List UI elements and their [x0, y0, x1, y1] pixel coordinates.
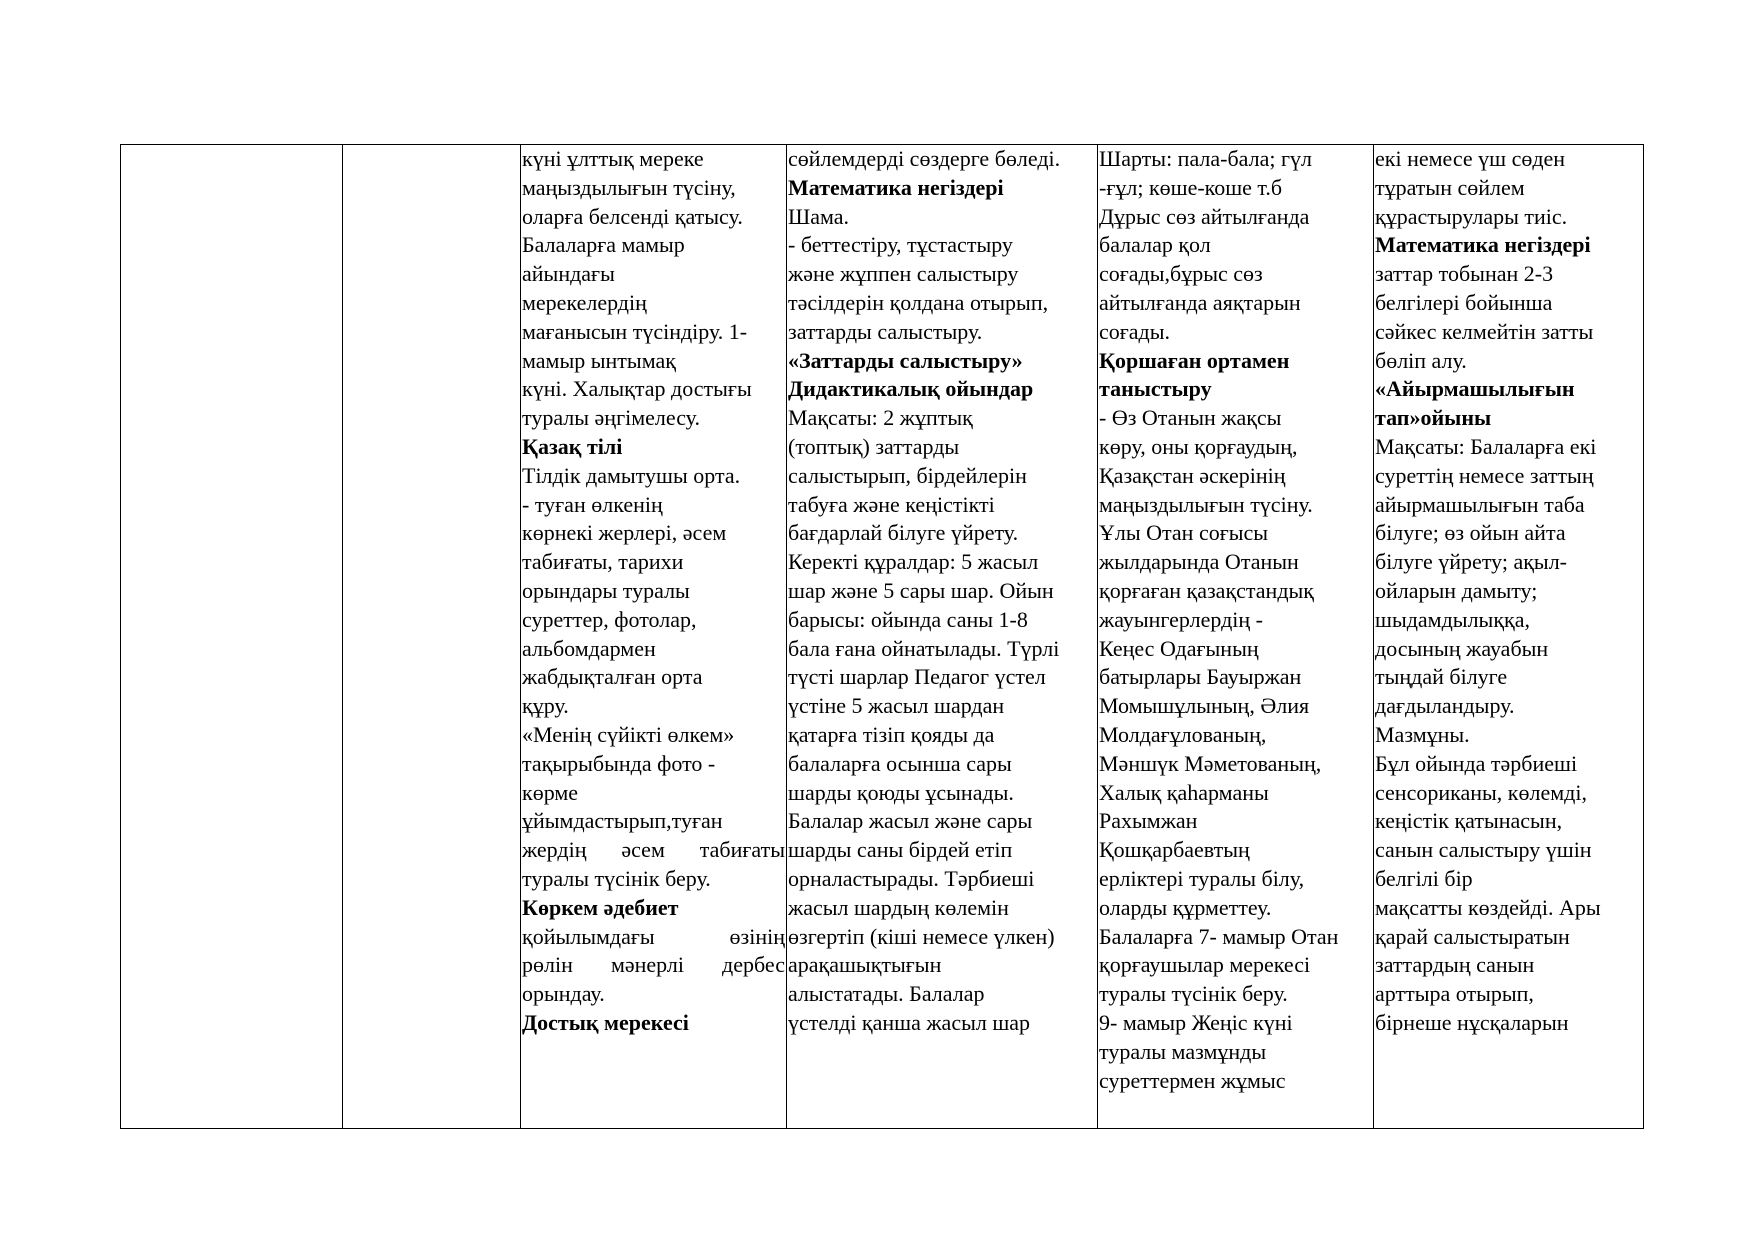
cell-text-line: Мәншүк Мәметованың,	[1099, 750, 1322, 776]
cell-text-line: қорғаушылар мерекесі	[1099, 952, 1311, 978]
cell-text-line: заттарды салыстыру.	[788, 318, 983, 344]
cell-text-line: үстіне 5 жасыл шардан	[788, 693, 1005, 719]
cell-heading-line: Математика негіздері	[1375, 232, 1591, 258]
cell-word: мәнерлі	[610, 952, 684, 978]
cell-text-line: жылдарында Отанын	[1099, 549, 1299, 575]
cell-text-line: Тілдік дамытушы орта.	[522, 462, 741, 488]
cell-text-line: жасыл шардың көлемін	[788, 894, 1009, 920]
cell-word: әсем	[621, 837, 665, 863]
cell-text-line: бөліп алу.	[1375, 347, 1467, 373]
cell-text-line: білуге; өз ойын айта	[1375, 520, 1566, 546]
cell-text-line: - беттестіру, тұстастыру	[788, 232, 1013, 258]
cell-text-line: ерліктері туралы білу,	[1099, 865, 1305, 891]
cell-text-line: алыстатады. Балалар	[788, 981, 985, 1007]
cell-text-line: табиғаты, тарихи	[522, 549, 684, 575]
cell-heading-line: Қазақ тілі	[522, 433, 623, 459]
cell-text-line: білуге үйрету; ақыл-	[1375, 549, 1568, 575]
cell-text-line: суреттермен жұмыс	[1099, 1067, 1286, 1093]
cell-text-line: орналастырады. Тәрбиеші	[788, 865, 1035, 891]
cell-text-line: шарды саны бірдей етіп	[788, 837, 1013, 863]
cell-text-line: Қошқарбаевтың	[1099, 837, 1250, 863]
cell-text-line: санын салыстыру үшін	[1375, 837, 1592, 863]
table-row	[121, 145, 1644, 1129]
cell-text-line: шарды қоюды ұсынады.	[788, 779, 1014, 805]
cell-text-line: құрастырулары тиіс.	[1375, 203, 1568, 229]
cell-text-line: Қазақстан әскерінің	[1099, 462, 1286, 488]
cell-text-line: бала ғана ойнатылады. Түрлі	[788, 635, 1060, 661]
cell-text-line: туралы түсінік беру.	[522, 865, 711, 891]
cell-heading-line: Көркем әдебиет	[522, 894, 679, 920]
cell-text-line: Халық қаһарманы	[1099, 779, 1269, 805]
cell-text-line: көрме	[522, 779, 579, 805]
cell-text-line: түсті шарлар Педагог үстел	[788, 664, 1046, 690]
cell-text-line: мақсатты көздейді. Ары	[1375, 894, 1601, 920]
table-cell-col-5	[1098, 145, 1374, 1129]
cell-text-line: заттардың санын	[1375, 952, 1535, 978]
table-cell-col-3	[521, 145, 787, 1129]
cell-text-line: айындағы	[522, 261, 615, 287]
lesson-plan-table	[120, 144, 1644, 1129]
cell-text-line: қорғаған қазақстандық	[1099, 577, 1314, 603]
cell-text-line: Шама.	[788, 203, 849, 229]
cell-text-line: айырмашылығын таба	[1375, 491, 1585, 517]
cell-text-line: кеңістік қатынасын,	[1375, 808, 1563, 834]
cell-text-line: жауынгерлердің -	[1099, 606, 1263, 632]
cell-text-line: үстелді қанша жасыл шар	[788, 1009, 1031, 1035]
cell-text-line: -ғұл; көше-коше т.б	[1099, 174, 1283, 200]
cell-text-line: Мақсаты: 2 жұптық	[788, 405, 973, 431]
cell-text-line: батырлары Бауыржан	[1099, 664, 1302, 690]
cell-text-line: оларды құрметтеу.	[1099, 894, 1272, 920]
cell-text-line: соғады,бұрыс сөз	[1099, 261, 1263, 287]
cell-heading-line: Дидактикалық ойындар	[788, 376, 1034, 402]
cell-text-line: мағанысын түсіндіру. 1-	[522, 318, 748, 344]
cell-text-line: альбомдармен	[522, 635, 656, 661]
cell-text-line: бірнеше нұсқаларын	[1375, 1009, 1569, 1035]
cell-text-line: (топтық) заттарды	[788, 433, 960, 459]
cell-text-line: Балаларға мамыр	[522, 232, 685, 258]
cell-text-line: маңыздылығын түсіну.	[1099, 491, 1313, 517]
cell-text-line: Балалар жасыл және сары	[788, 808, 1033, 834]
cell-text-line: Мақсаты: Балаларға екі	[1375, 433, 1597, 459]
cell-text-line: Керекті құралдар: 5 жасыл	[788, 549, 1039, 575]
cell-text-line: Кеңес Одағының	[1099, 635, 1259, 661]
cell-text-line: арттыра отырып,	[1375, 981, 1534, 1007]
cell-text-line: туралы әңгімелесу.	[522, 405, 700, 431]
cell-text-line: досының жауабын	[1375, 635, 1549, 661]
cell-heading-line: «Айырмашылығын	[1375, 376, 1575, 402]
cell-text-line: шар және 5 сары шар. Ойын	[788, 577, 1054, 603]
cell-text-line: белгілері бойынша	[1375, 289, 1553, 315]
cell-heading-line: Қоршаған ортамен	[1099, 347, 1290, 373]
cell-text-line: өзгертіп (кіші немесе үлкен)	[788, 923, 1055, 949]
cell-text-line: тыңдай білуге	[1375, 664, 1508, 690]
cell-text-line: Момышұлының, Әлия	[1099, 693, 1310, 719]
cell-text-line: ұйымдастырып,туған	[522, 808, 723, 834]
cell-text-line: сәйкес келмейтін затты	[1375, 318, 1594, 344]
cell-text-line: оларға белсенді қатысу.	[522, 203, 743, 229]
cell-text-line: мамыр ынтымақ	[522, 347, 676, 373]
cell-text-line: құру.	[522, 693, 569, 719]
cell-text-line: Ұлы Отан соғысы	[1099, 520, 1269, 546]
cell-text-line: салыстырып, бірдейлерін	[788, 462, 1027, 488]
cell-heading-line: тап»ойыны	[1375, 405, 1492, 431]
cell-text-line: Балаларға 7- мамыр Отан	[1099, 923, 1339, 949]
cell-text-line: күні. Халықтар достығы	[522, 376, 752, 402]
cell-text-line: мерекелердің	[522, 289, 647, 315]
cell-text-line: суреттер, фотолар,	[522, 606, 697, 632]
cell-text-line: тұратын сөйлем	[1375, 174, 1525, 200]
cell-text-line: заттар тобынан 2-3	[1375, 261, 1554, 287]
cell-text-line: суреттің немесе заттың	[1375, 462, 1594, 488]
cell-heading-line: «Заттарды салыстыру»	[788, 347, 1023, 373]
cell-text-line: барысы: ойында саны 1-8	[788, 606, 1028, 632]
cell-text-line: көрнекі жерлері, әсем	[522, 520, 727, 546]
cell-text-line: қарай салыстыратын	[1375, 923, 1570, 949]
cell-text-line: Рахымжан	[1099, 808, 1198, 834]
cell-text-line: - Өз Отанын жақсы	[1099, 405, 1282, 431]
cell-text-line: туралы мазмұнды	[1099, 1038, 1267, 1064]
cell-text-line: арақашықтығын	[788, 952, 942, 978]
cell-text-line: екі немесе үш сөден	[1375, 146, 1566, 171]
cell-text-line: Мазмұны.	[1375, 721, 1470, 747]
cell-text-line: маңыздылығын түсіну,	[522, 174, 736, 200]
cell-word: жердің	[522, 837, 587, 863]
cell-text-line: қатарға тізіп қояды да	[788, 721, 995, 747]
cell-text-line: орындары туралы	[522, 577, 690, 603]
cell-word: қойылымдағы	[522, 923, 655, 949]
cell-text-line: туралы түсінік беру.	[1099, 981, 1288, 1007]
cell-text-line: соғады.	[1099, 318, 1171, 344]
cell-text-line: балаларға осынша сары	[788, 750, 1012, 776]
cell-text-line	[522, 836, 785, 865]
cell-text-line: сөйлемдерді сөздерге бөледі.	[788, 146, 1061, 171]
cell-text-line: жабдықталған орта	[522, 664, 703, 690]
cell-text-line: Шарты: пала-бала; гүл	[1099, 146, 1312, 171]
cell-word: рөлін	[522, 952, 573, 978]
cell-text-line: көру, оны қорғаудың,	[1099, 433, 1298, 459]
cell-text-line: белгілі бір	[1375, 865, 1473, 891]
cell-text-line	[522, 923, 785, 952]
cell-word: дербес	[722, 952, 785, 978]
cell-text-line: балалар қол	[1099, 232, 1211, 258]
table-cell-col-2	[343, 145, 521, 1129]
cell-text-line	[522, 951, 785, 980]
cell-text-line: тәсілдерін қолдана отырып,	[788, 289, 1049, 315]
cell-heading-line: Математика негіздері	[788, 174, 1004, 200]
cell-text-line: дағдыландыру.	[1375, 693, 1515, 719]
cell-text-line: күні ұлттық мереке	[522, 146, 704, 171]
cell-text-line: айтылғанда аяқтарын	[1099, 289, 1301, 315]
cell-text-line: - туған өлкенің	[522, 491, 663, 517]
cell-text-line: бағдарлай білуге үйрету.	[788, 520, 1019, 546]
cell-text-line: шыдамдылыққа,	[1375, 606, 1530, 632]
cell-text-line: және жұппен салыстыру	[788, 261, 1019, 287]
cell-text-line: Бұл ойында тәрбиеші	[1375, 750, 1578, 776]
cell-text-line: ойларын дамыту;	[1375, 577, 1538, 603]
cell-heading-line: Достық мерекесі	[522, 1009, 689, 1035]
cell-word: өзінің	[729, 923, 785, 949]
cell-text-line: орындау.	[522, 981, 605, 1007]
cell-word: табиғаты	[699, 837, 785, 863]
cell-text-line: табуға және кеңістікті	[788, 491, 995, 517]
cell-text-line: Молдағұлованың,	[1099, 721, 1267, 747]
cell-text-line: Дұрыс сөз айтылғанда	[1099, 203, 1310, 229]
table-cell-col-1	[121, 145, 343, 1129]
cell-text-line: тақырыбында фото -	[522, 750, 716, 776]
cell-text-line: 9- мамыр Жеңіс күні	[1099, 1009, 1293, 1035]
cell-text-line: сенсориканы, көлемді,	[1375, 779, 1587, 805]
table-cell-col-6	[1374, 145, 1644, 1129]
cell-text-line: «Менің сүйікті өлкем»	[522, 721, 735, 747]
table-cell-col-4	[787, 145, 1098, 1129]
cell-heading-line: таныстыру	[1099, 376, 1212, 402]
